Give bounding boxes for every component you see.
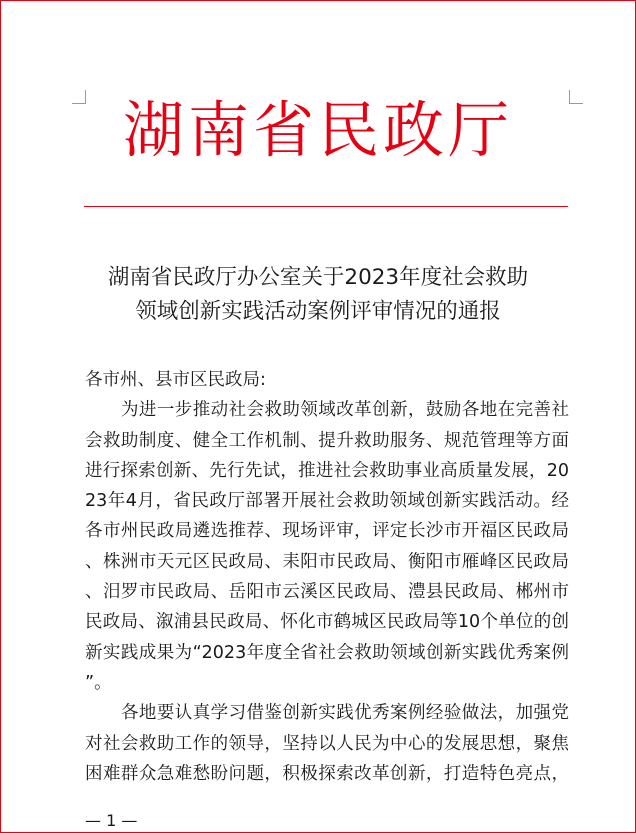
masthead-divider [84,206,568,207]
paragraph-2-line: 各地要认真学习借鉴创新实践优秀案例经验做法，加强党 [121,703,569,724]
paragraph-1-line: 进行探索创新、先行先试，推进社会救助事业高质量发展，20 [85,460,569,481]
document-title-line: 领域创新实践活动案例评审情况的通报 [135,299,501,324]
paragraph-1-line: 民政局、溆浦县民政局、怀化市鹤城区民政局等10个单位的创 [85,612,569,633]
paragraph-1-line: 新实践成果为“2023年度全省社会救助领域创新实践优秀案例 [85,642,569,663]
document-title-line: 湖南省民政厅办公室关于2023年度社会救助 [107,265,529,290]
paragraph-1-line: 、汨罗市民政局、岳阳市云溪区民政局、澧县民政局、郴州市 [85,582,569,603]
document-title [61,261,575,329]
paragraph-2-line: 困难群众急难愁盼问题，积极探索改革创新，打造特色亮点， [85,763,569,784]
masthead-title: 湖南省民政厅 [122,95,513,166]
salutation: 各市州、县市区民政局: [85,370,266,390]
paragraph-1-line: 23年4月，省民政厅部署开展社会救助领域创新实践活动。经 [85,491,569,512]
paragraph-1-line: 各市州民政局遴选推荐、现场评审，评定长沙市开福区民政局 [85,521,569,542]
page-number: — 1 — [85,811,138,830]
paragraph-2-line: 对社会救助工作的领导，坚持以人民为中心的发展思想，聚焦 [85,733,569,754]
paragraph-1-line: 、株洲市天元区民政局、耒阳市民政局、衡阳市雁峰区民政局 [85,551,569,572]
paragraph-1-line: 为进一步推动社会救助领域改革创新，鼓励各地在完善社 [121,400,569,421]
paragraph-1-line: 会救助制度、健全工作机制、提升救助服务、规范管理等方面 [85,430,569,451]
paragraph-1-line: ”。 [85,672,112,693]
document-body [85,365,569,789]
